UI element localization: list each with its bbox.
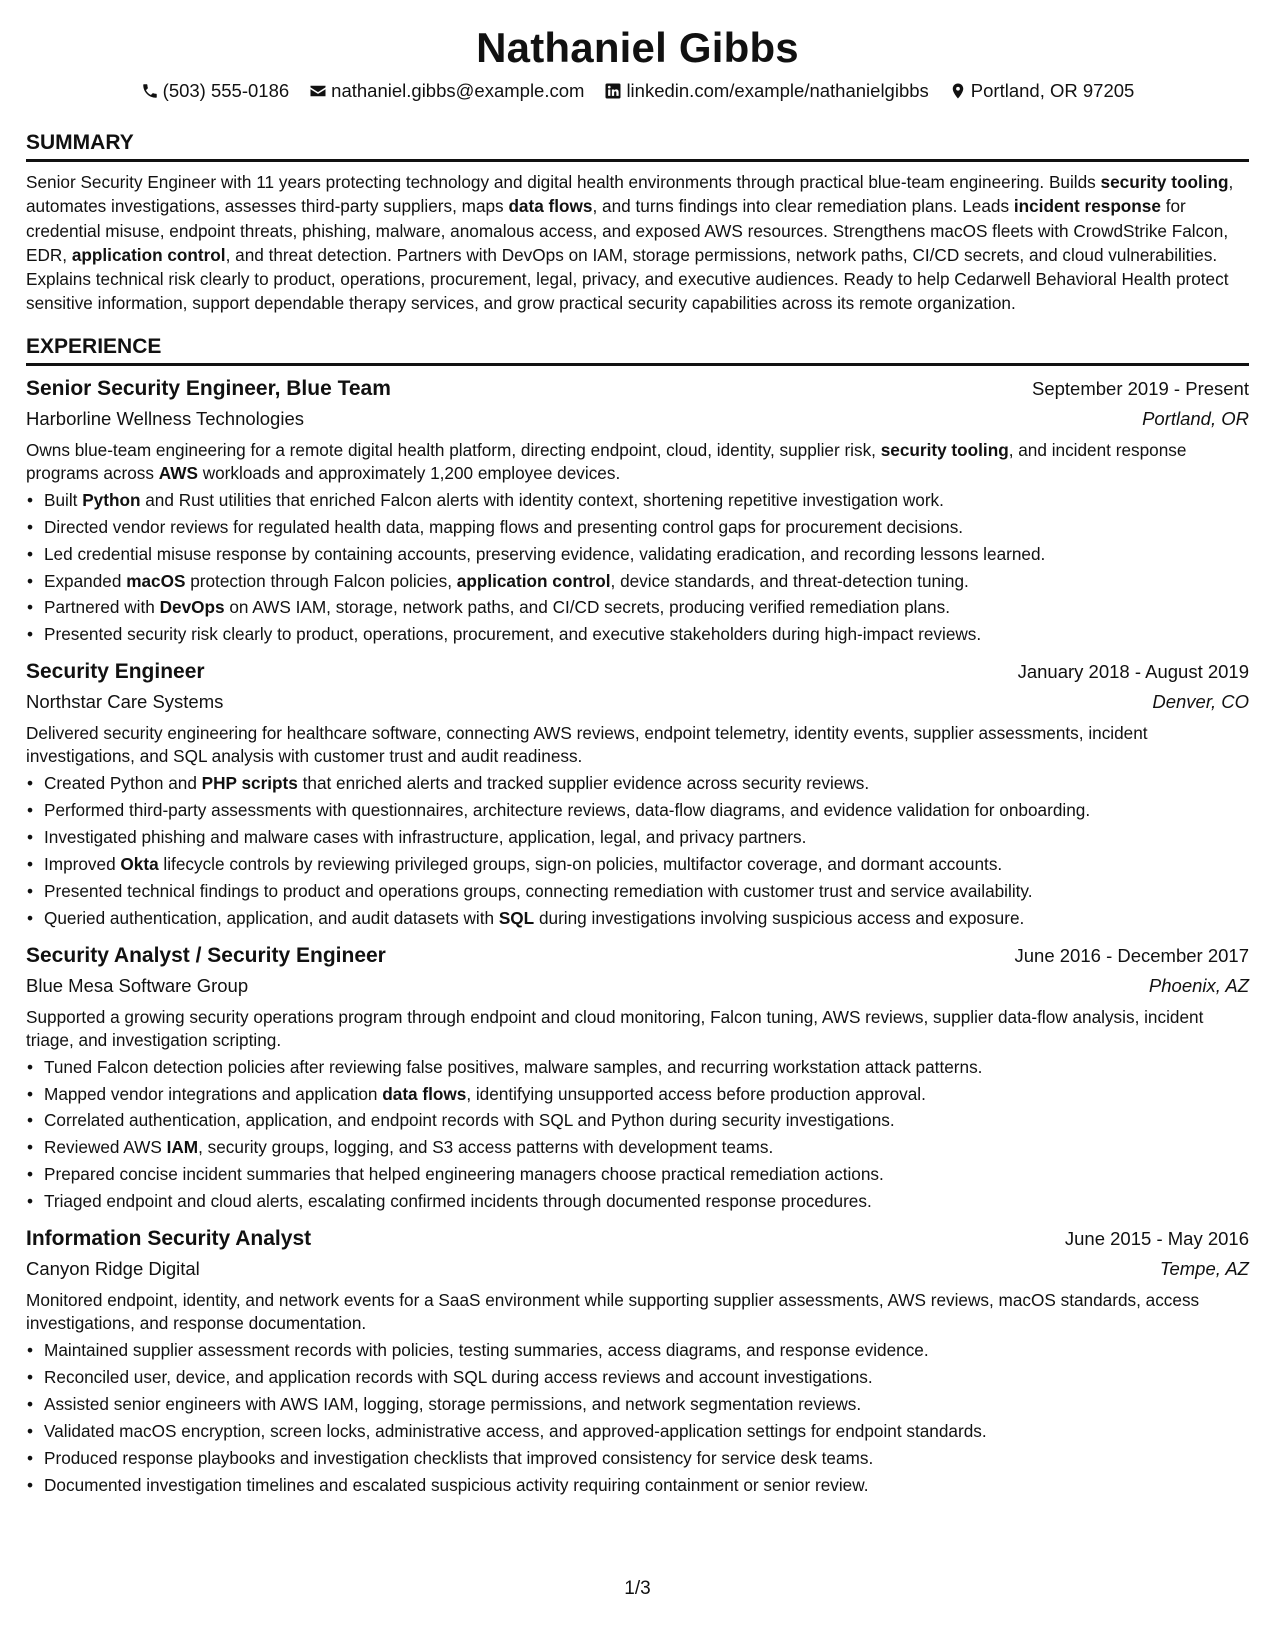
job-bullet: • Improved Okta lifecycle controls by reviewing privileged groups, sign-on policies, multifactor coverage, and dormant accounts.: [26, 851, 1249, 878]
linkedin-link[interactable]: linkedin.com/example/nathanielgibbs: [626, 80, 929, 101]
job-description: Supported a growing security operations program through endpoint and cloud monitoring, Falcon tuning, AWS reviews, supplier data-flow analysis, incident triage, and investigation scripting.: [26, 1006, 1204, 1050]
job-header: [26, 374, 1249, 404]
job-location: Phoenix, AZ: [1148, 974, 1249, 996]
job-company: Canyon Ridge Digital: [26, 1258, 200, 1280]
job-bullet: • Built Python and Rust utilities that enriched Falcon alerts with identity context, shortening repetitive investigation work.: [26, 487, 1249, 514]
job-bullet: • Reviewed AWS IAM, security groups, logging, and S3 access patterns with development teams.: [26, 1134, 1249, 1161]
job-location: Portland, OR: [1142, 407, 1249, 429]
job-company: Northstar Care Systems: [26, 691, 224, 713]
job-bullets: [26, 487, 1249, 648]
job-bullets: [26, 770, 1249, 931]
job-bullet: • Led credential misuse response by containing accounts, preserving evidence, validating eradication, and recording lessons learned.: [26, 541, 1249, 568]
job-bullet: • Partnered with DevOps on AWS IAM, storage, network paths, and CI/CD secrets, producing verified remediation plans.: [26, 594, 1249, 621]
job-description: Monitored endpoint, identity, and network events for a SaaS environment while supporting supplier assessments, AWS reviews, macOS standards, access investigations, and response documentation.: [26, 1290, 1200, 1334]
contact-linkedin: [604, 78, 928, 104]
job-company-row: [26, 971, 1249, 1001]
linkedin-icon: [604, 82, 622, 100]
job-description: Owns blue-team engineering for a remote digital health platform, directing endpoint, cloud, identity, supplier risk, security tooling, and incident response programs across AWS workloads and approximately 1,200 employee devices.: [26, 439, 1187, 483]
job-bullet: • Presented technical findings to product and operations groups, connecting remediation with customer trust and service availability.: [26, 878, 1249, 905]
job-bullet: • Assisted senior engineers with AWS IAM, logging, storage permissions, and network segmentation reviews.: [26, 1391, 1249, 1418]
job-company-row: [26, 1254, 1249, 1284]
job-entry: [26, 657, 1249, 931]
job-title: Senior Security Engineer, Blue Team: [26, 376, 391, 400]
experience-list: [26, 374, 1249, 1499]
job-entry: [26, 1224, 1249, 1498]
job-bullet: • Maintained supplier assessment records with policies, testing summaries, access diagrams, and response evidence.: [26, 1337, 1249, 1364]
job-bullet: • Correlated authentication, application, and endpoint records with SQL and Python during security investigations.: [26, 1107, 1249, 1134]
job-dates: January 2018 - August 2019: [1017, 661, 1249, 683]
contact-phone: [141, 78, 290, 104]
job-location: Denver, CO: [1152, 691, 1249, 713]
job-dates: June 2016 - December 2017: [1014, 944, 1249, 966]
map-pin-icon: [949, 82, 967, 100]
job-bullet: • Presented security risk clearly to product, operations, procurement, and executive stakeholders during high-impact reviews.: [26, 621, 1249, 648]
job-bullet: • Expanded macOS protection through Falcon policies, application control, device standards, and threat-detection tuning.: [26, 568, 1249, 595]
job-company: Harborline Wellness Technologies: [26, 407, 304, 429]
job-entry: [26, 374, 1249, 648]
summary-text: Senior Security Engineer with 11 years protecting technology and digital health environments through practical blue-team engineering. Builds security tooling, automates investigations, assesses third-party suppliers, maps data flows, and turns findings into clear remediation plans. Leads incident response for credential misuse, endpoint threats, phishing, malware, anomalous access, and exposed AWS resources. Strengthens macOS fleets with CrowdStrike Falcon, EDR, application control, and threat detection. Partners with DevOps on IAM, storage permissions, network paths, CI/CD secrets, and cloud vulnerabilities. Explains technical risk clearly to product, operations, procurement, legal, privacy, and executive audiences. Ready to help Cedarwell Behavioral Health protect sensitive information, support dependable therapy services, and grow practical security capabilities across its remote organization.: [26, 172, 1234, 314]
job-header: [26, 657, 1249, 687]
resume-page: [26, 22, 1249, 1499]
job-bullet: • Created Python and PHP scripts that enriched alerts and tracked supplier evidence across security reviews.: [26, 770, 1249, 797]
job-title: Security Analyst / Security Engineer: [26, 943, 386, 967]
job-header: [26, 941, 1249, 971]
job-company-row: [26, 687, 1249, 717]
job-bullet: • Investigated phishing and malware cases with infrastructure, application, legal, and privacy partners.: [26, 824, 1249, 851]
job-bullet: • Performed third-party assessments with questionnaires, architecture reviews, data-flow diagrams, and evidence validation for onboarding.: [26, 797, 1249, 824]
job-bullet: • Validated macOS encryption, screen locks, administrative access, and approved-application settings for endpoint standards.: [26, 1418, 1249, 1445]
job-company-row: [26, 404, 1249, 434]
job-bullet: • Tuned Falcon detection policies after reviewing false positives, malware samples, and recurring workstation attack patterns.: [26, 1054, 1249, 1081]
job-location: Tempe, AZ: [1159, 1258, 1249, 1280]
job-bullet: • Produced response playbooks and investigation checklists that improved consistency for service desk teams.: [26, 1445, 1249, 1472]
job-header: [26, 1224, 1249, 1254]
contact-email: [309, 78, 584, 104]
location-text: Portland, OR 97205: [970, 80, 1135, 101]
job-dates: June 2015 - May 2016: [1064, 1228, 1249, 1250]
job-bullets: [26, 1054, 1249, 1215]
job-company: Blue Mesa Software Group: [26, 974, 249, 996]
job-bullet: • Directed vendor reviews for regulated health data, mapping flows and presenting control gaps for procurement decisions.: [26, 514, 1249, 541]
envelope-icon: [309, 82, 327, 100]
candidate-name: Nathaniel Gibbs: [476, 24, 799, 71]
job-title: Information Security Analyst: [26, 1227, 312, 1251]
job-bullet: • Queried authentication, application, and audit datasets with SQL during investigations involving suspicious access and exposure.: [26, 905, 1249, 932]
page-number: 1/3: [624, 1578, 651, 1599]
job-bullets: [26, 1337, 1249, 1498]
email-link[interactable]: nathaniel.gibbs@example.com: [331, 80, 585, 101]
summary-heading: SUMMARY: [26, 130, 1249, 162]
job-dates: September 2019 - Present: [1032, 377, 1249, 399]
experience-heading: EXPERIENCE: [26, 334, 1249, 366]
contact-bar: [26, 78, 1249, 104]
job-bullet: • Documented investigation timelines and escalated suspicious activity requiring containment or senior review.: [26, 1472, 1249, 1499]
job-description: Delivered security engineering for healthcare software, connecting AWS reviews, endpoint telemetry, identity events, supplier assessments, incident investigations, and SQL analysis with customer trust and audit readiness.: [26, 723, 1148, 767]
job-bullet: • Triaged endpoint and cloud alerts, escalating confirmed incidents through documented response procedures.: [26, 1188, 1249, 1215]
job-bullet: • Reconciled user, device, and application records with SQL during access reviews and account investigations.: [26, 1364, 1249, 1391]
job-bullet: • Prepared concise incident summaries that helped engineering managers choose practical remediation actions.: [26, 1161, 1249, 1188]
job-title: Security Engineer: [26, 660, 205, 684]
phone-text[interactable]: (503) 555-0186: [162, 80, 290, 101]
job-entry: [26, 941, 1249, 1215]
job-bullet: • Mapped vendor integrations and application data flows, identifying unsupported access before production approval.: [26, 1081, 1249, 1108]
contact-location: [949, 78, 1135, 104]
phone-icon: [141, 82, 159, 100]
